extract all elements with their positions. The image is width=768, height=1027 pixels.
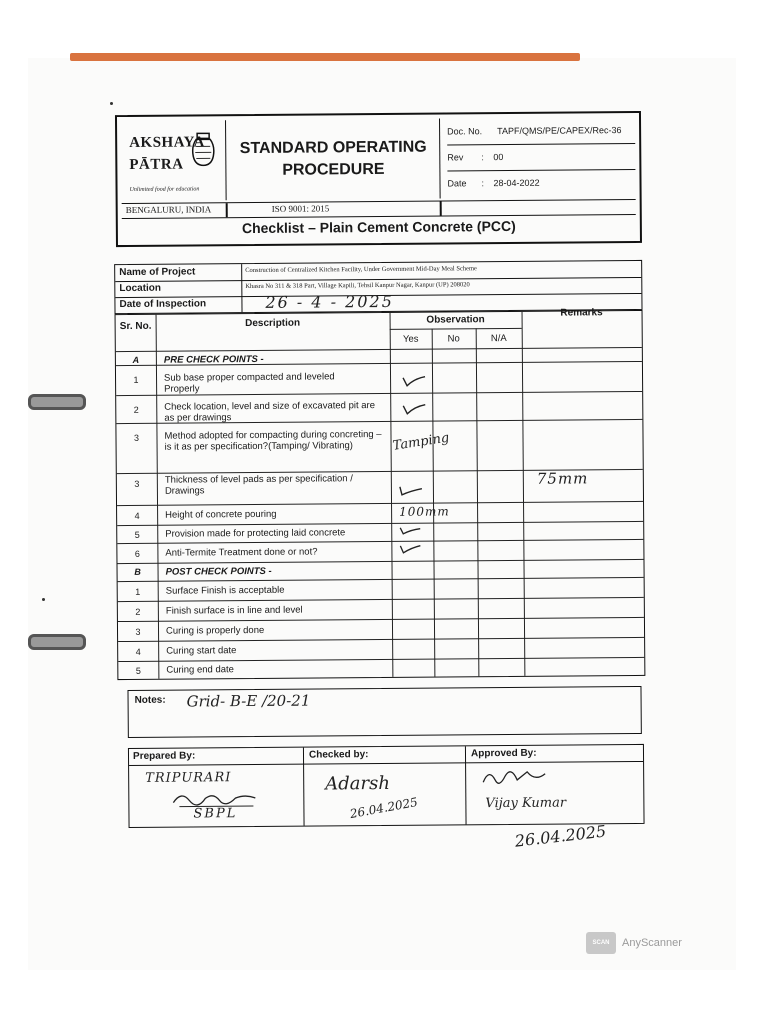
- check-mark-icon: [402, 375, 426, 387]
- post-item-sr: 4: [135, 646, 141, 657]
- sop-title-line2: PROCEDURE: [282, 160, 385, 179]
- pre-item-sr: 1: [133, 374, 139, 385]
- org-logo: [121, 120, 227, 201]
- checked-by-label: Checked by:: [308, 749, 369, 761]
- pre-item-desc: Provision made for protecting laid concrete: [165, 527, 346, 540]
- inspection-date-value: 26 - 4 - 2025: [265, 291, 394, 312]
- logo-tagline: Unlimited food for education: [129, 186, 200, 193]
- project-location-value: Khasra No 311 & 318 Part, Village Kapili, Tehsil Kanpur Nagar, Kanpur (UP) 208020: [245, 281, 470, 291]
- approved-by-name: Vijay Kumar: [485, 795, 567, 812]
- post-item-desc: Curing is properly done: [165, 624, 265, 637]
- section-b-code: B: [134, 566, 141, 577]
- pre-item-desc: Sub base proper compacted and leveled Properly: [163, 371, 335, 395]
- doc-no-value: TAPF/QMS/PE/CAPEX/Rec-36: [497, 125, 622, 137]
- check-mark-icon: [399, 525, 423, 537]
- scan-badge-icon: SCAN: [586, 932, 616, 954]
- pre-item-desc: Thickness of level pads as per specification / Drawings: [164, 473, 353, 497]
- pre-item-desc: Anti-Termite Treatment done or not?: [165, 546, 318, 559]
- section-a-title: PRE CHECK POINTS -: [163, 353, 264, 366]
- sop-header: [115, 111, 642, 247]
- post-item-sr: 1: [135, 586, 141, 597]
- pre-item-sr: 2: [133, 404, 139, 415]
- signature-block: [128, 744, 645, 828]
- yes-header: Yes: [402, 333, 419, 345]
- notes-box: [127, 686, 641, 738]
- project-location-label: Location: [119, 282, 162, 295]
- pre-item-sr: 3: [134, 478, 140, 489]
- prepared-by-org: SBPL: [193, 806, 238, 822]
- prepared-by-label: Prepared By:: [132, 750, 196, 762]
- project-info: [114, 260, 642, 314]
- na-header: N/A: [490, 333, 507, 345]
- pre-item-desc: Height of concrete pouring: [165, 508, 277, 521]
- sop-title-line1: STANDARD OPERATING: [239, 138, 427, 158]
- project-name-label: Name of Project: [119, 266, 196, 279]
- checked-by-date: 26.04.2025: [348, 794, 419, 822]
- approved-by-label: Approved By:: [470, 747, 537, 760]
- anyscanner-watermark: [586, 932, 696, 954]
- checklist-table: [115, 307, 646, 680]
- observation-header: Observation: [426, 314, 485, 326]
- post-item-desc: Curing end date: [166, 664, 234, 676]
- scanner-brand: AnyScanner: [622, 937, 682, 949]
- prepared-by-name: TRIPURARI: [145, 770, 232, 786]
- check-mark-icon: [402, 403, 426, 415]
- inspection-date-label: Date of Inspection: [119, 298, 207, 311]
- pre-item-sr: 4: [134, 510, 140, 521]
- doc-no-row: [447, 117, 635, 145]
- doc-no-label: Doc. No.: [447, 126, 483, 137]
- doc-meta: [445, 117, 635, 189]
- post-item-sr: 3: [135, 626, 141, 637]
- post-item-desc: Finish surface is in line and level: [165, 604, 303, 617]
- checked-by-name: Adarsh: [325, 772, 390, 795]
- location-text: BENGALURU, INDIA: [125, 204, 212, 215]
- post-item-sr: 5: [135, 665, 141, 676]
- remarks-header: Remarks: [560, 307, 603, 319]
- pre-item-sr: 5: [134, 529, 140, 540]
- project-name-value: Construction of Centralized Kitchen Facility, Under Government Mid-Day Meal Scheme: [245, 265, 477, 275]
- approved-by-signature: [479, 766, 549, 791]
- approved-by-date: 26.04.2025: [513, 821, 608, 851]
- rev-row: Rev : 00: [447, 143, 635, 171]
- pre-item-sr: 6: [134, 548, 140, 559]
- pre-item-sr: 3: [133, 432, 140, 443]
- logo-line1: AKSHAYA: [129, 134, 206, 151]
- rev-value: 00: [493, 152, 504, 163]
- check-mark-icon: [399, 543, 423, 555]
- section-a-code: A: [132, 354, 140, 365]
- post-item-sr: 2: [135, 606, 141, 617]
- check-mark-icon: [399, 485, 423, 497]
- checklist-title: Checklist – Plain Cement Concrete (PCC): [241, 217, 516, 237]
- sop-title: [227, 119, 441, 201]
- tamping-handwriting: Tamping: [391, 430, 451, 454]
- date-label: Date: [447, 178, 467, 189]
- sr-no-header: Sr. No.: [119, 320, 152, 333]
- pre-item-desc: Check location, level and size of excavated pit are as per drawings: [164, 400, 376, 424]
- iso-text: ISO 9001: 2015: [271, 203, 330, 214]
- post-item-desc: Surface Finish is acceptable: [165, 584, 285, 597]
- description-header: Description: [245, 317, 301, 330]
- thickness-remark: 75mm: [536, 469, 589, 488]
- notes-value: Grid- B-E /20-21: [186, 691, 311, 711]
- post-item-desc: Curing start date: [166, 645, 237, 657]
- pot-icon: [191, 132, 215, 166]
- rev-label: Rev: [447, 152, 464, 163]
- notes-label: Notes:: [134, 694, 166, 706]
- date-value: 28-04-2022: [493, 177, 540, 189]
- logo-line2: PĀTRA: [129, 156, 184, 173]
- pre-item-desc: Method adopted for compacting during concreting – is it as per specification?(Tamping/ Vibrating): [164, 428, 382, 453]
- date-row: Date : 28-04-2022: [447, 177, 540, 189]
- height-value: 100mm: [399, 504, 450, 519]
- no-header: No: [447, 333, 460, 345]
- section-b-title: POST CHECK POINTS -: [165, 565, 272, 578]
